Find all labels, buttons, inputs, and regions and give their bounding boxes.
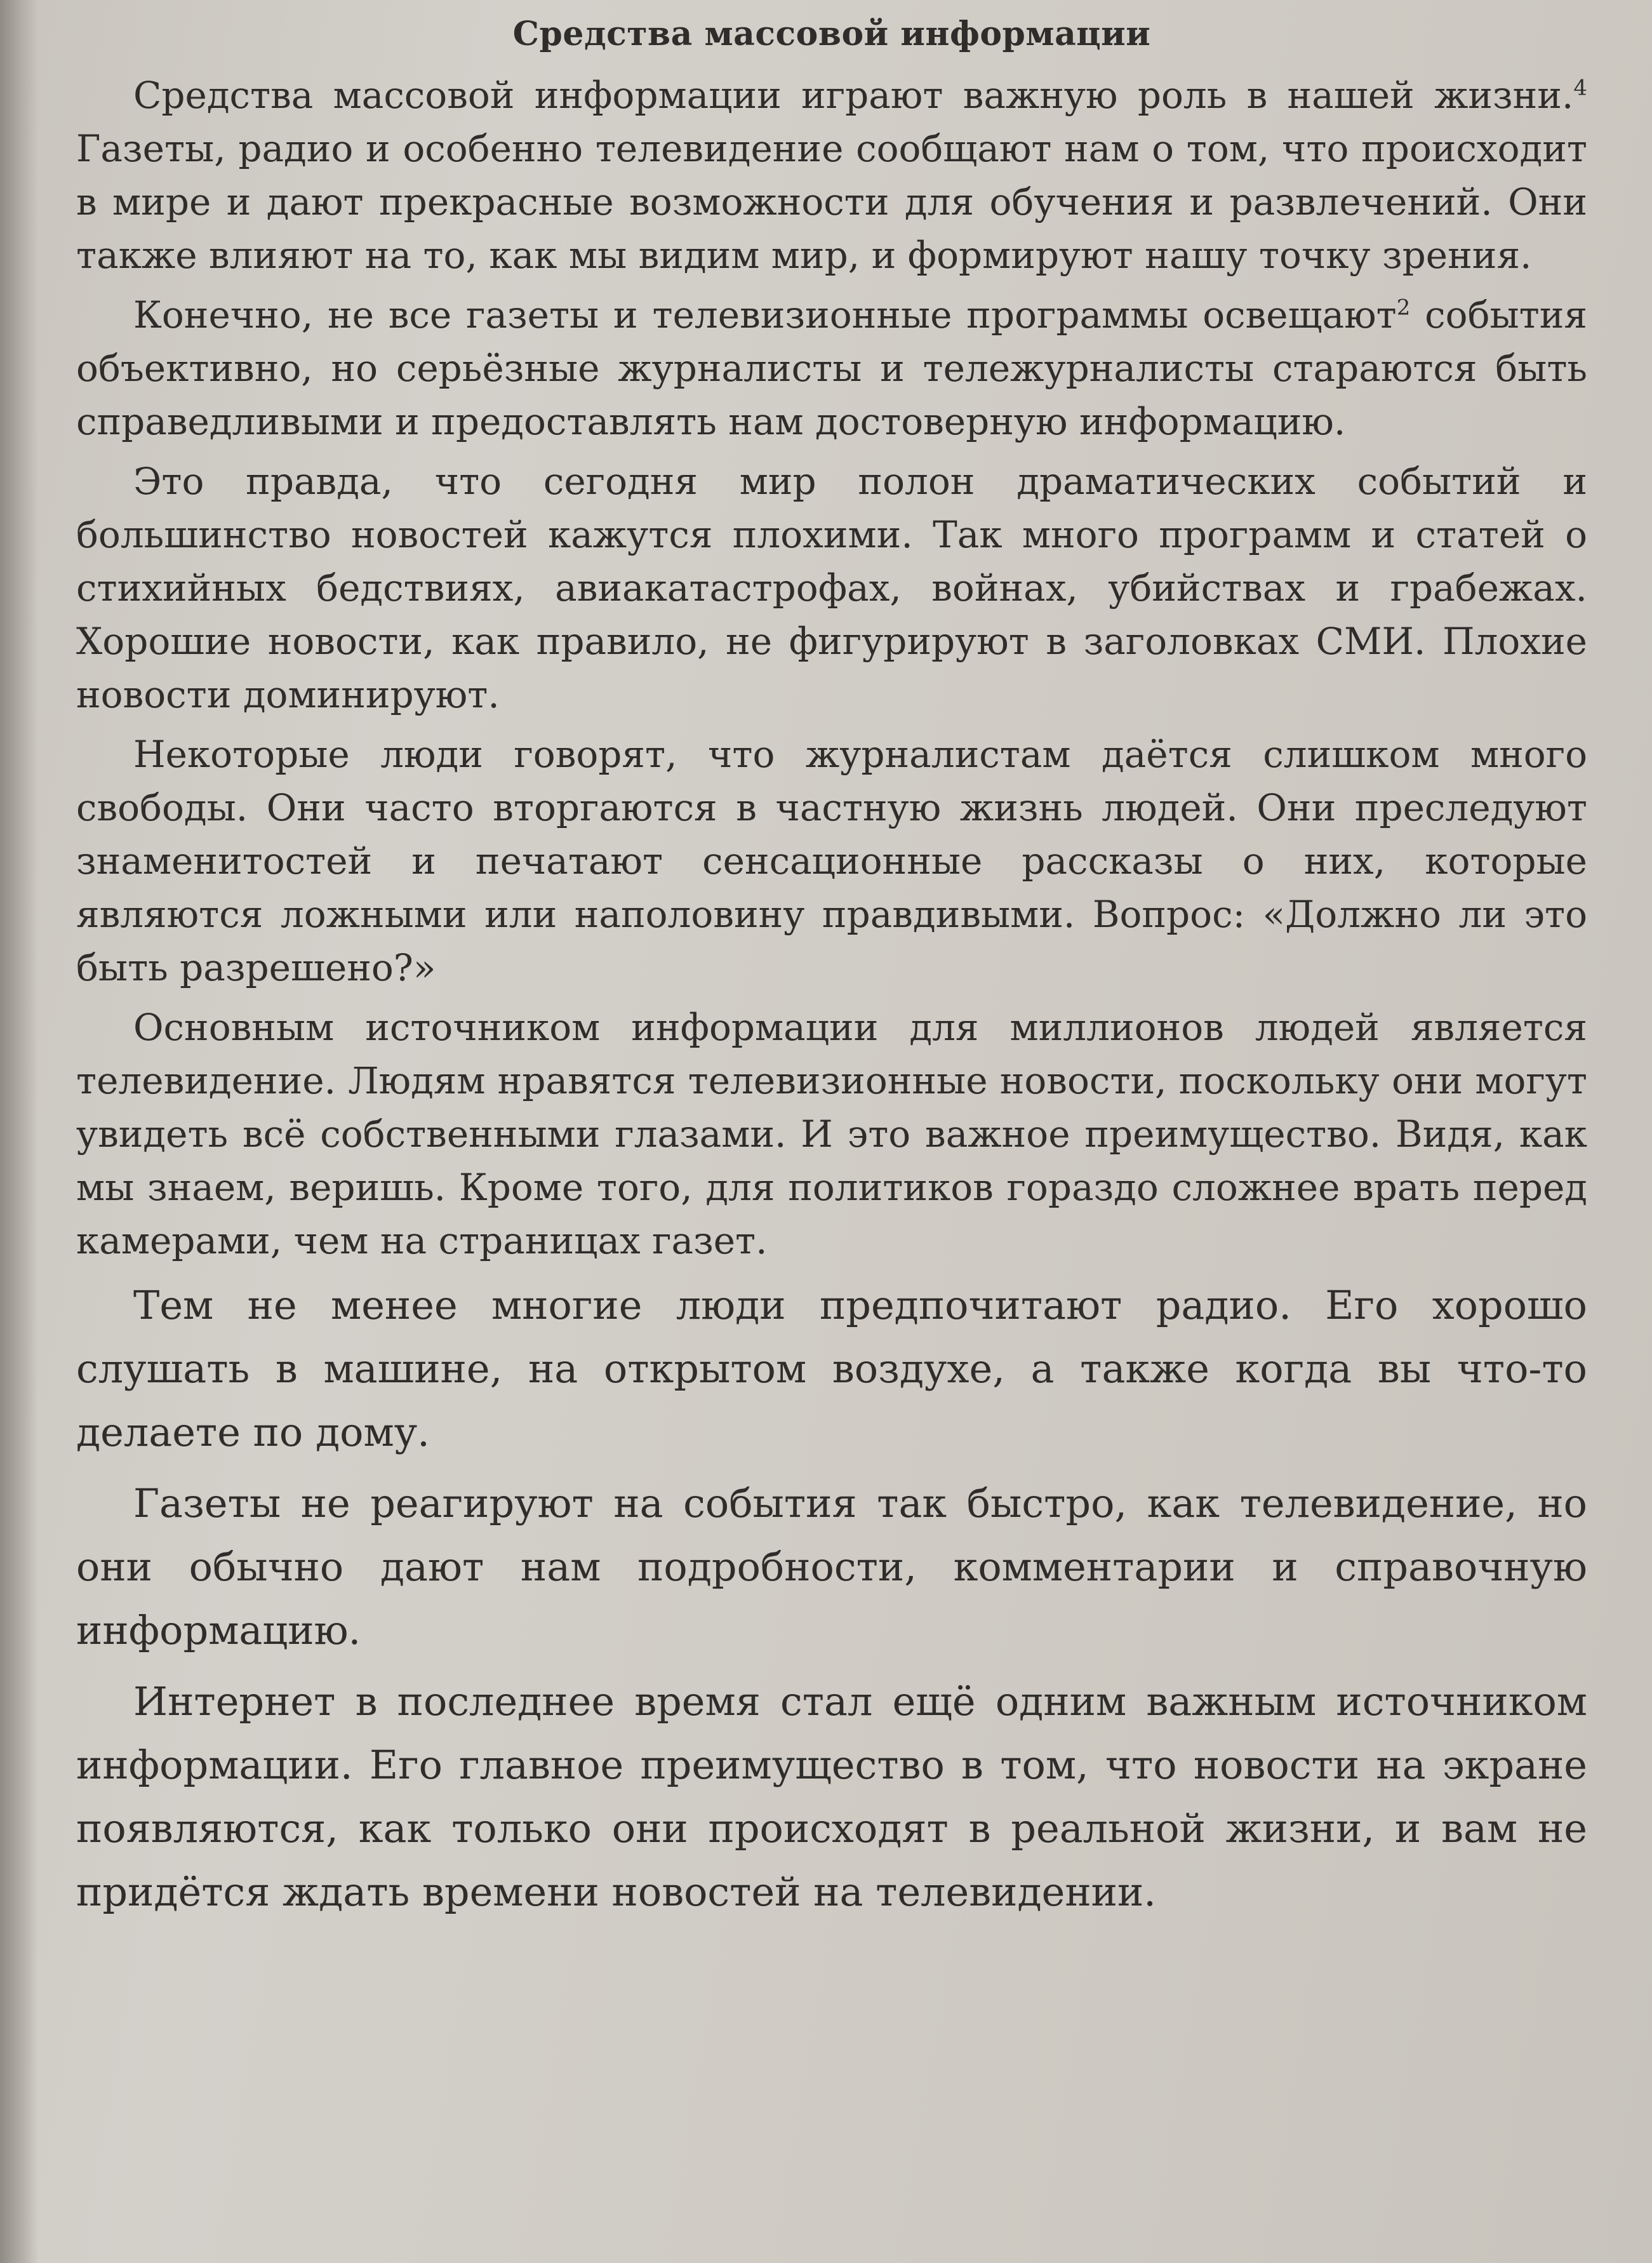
paragraph-1: Средства массовой информации играют важную роль в нашей жизни.$^4$ Газеты, радио и особенно телевидение сообщают нам о том, что происходит в мире и дают прекрасные возможности для обучения и развлечений. Они также влияют на то, как мы видим мир, и формируют нашу точку зрения. bbox=[76, 73, 1587, 277]
article-title: Средства массовой информации bbox=[512, 15, 1151, 53]
footnote-marker: 4 bbox=[1573, 75, 1587, 101]
paragraph-2: Конечно, не все газеты и телевизионные программы освещают$^2$ события объективно, но серьёзные журналисты и тележурналисты стараются быть справедливыми и предоставлять нам достоверную информацию. bbox=[76, 293, 1587, 443]
paragraph-5: Основным источником информации для миллионов людей является телевидение. Людям нравятся телевизионные новости, поскольку они могут увидеть всё собственными глазами. И это важное преимущество. Видя, как мы знаем, веришь. Кроме того, для политиков гораздо сложнее врать перед камерами, чем на страницах газет. bbox=[76, 1005, 1587, 1262]
article bbox=[76, 13, 1587, 1932]
book-spine-shadow bbox=[0, 0, 38, 2263]
footnote-marker: 2 bbox=[1396, 295, 1411, 321]
paragraph-4: Некоторые люди говорят, что журналистам даётся слишком много свободы. Они часто вторгаются в частную жизнь людей. Они преследуют знаменитостей и печатают сенсационные рассказы о них, которые являются ложными или наполовину правдивыми. Вопрос: «Должно ли это быть разрешено?» bbox=[76, 732, 1587, 989]
paragraph-8: Интернет в последнее время стал ещё одним важным источником информации. Его главное преимущество в том, что новости на экране появляются, как только они происходят в реальной жизни, и вам не придётся ждать времени новостей на телевидении. bbox=[76, 1678, 1587, 1915]
paragraph-3: Это правда, что сегодня мир полон драматических событий и большинство новостей кажутся плохими. Так много программ и статей о стихийных бедствиях, авиакатастрофах, войнах, убийствах и грабежах. Хорошие новости, как правило, не фигурируют в заголовках СМИ. Плохие новости доминируют. bbox=[76, 459, 1587, 716]
paragraph-7: Газеты не реагируют на события так быстро, как телевидение, но они обычно дают нам подробности, комментарии и справочную информацию. bbox=[76, 1479, 1587, 1653]
paragraph-6: Тем не менее многие люди предпочитают радио. Его хорошо слушать в машине, на открытом воздухе, а также когда вы что-то делаете по дому. bbox=[76, 1281, 1587, 1455]
